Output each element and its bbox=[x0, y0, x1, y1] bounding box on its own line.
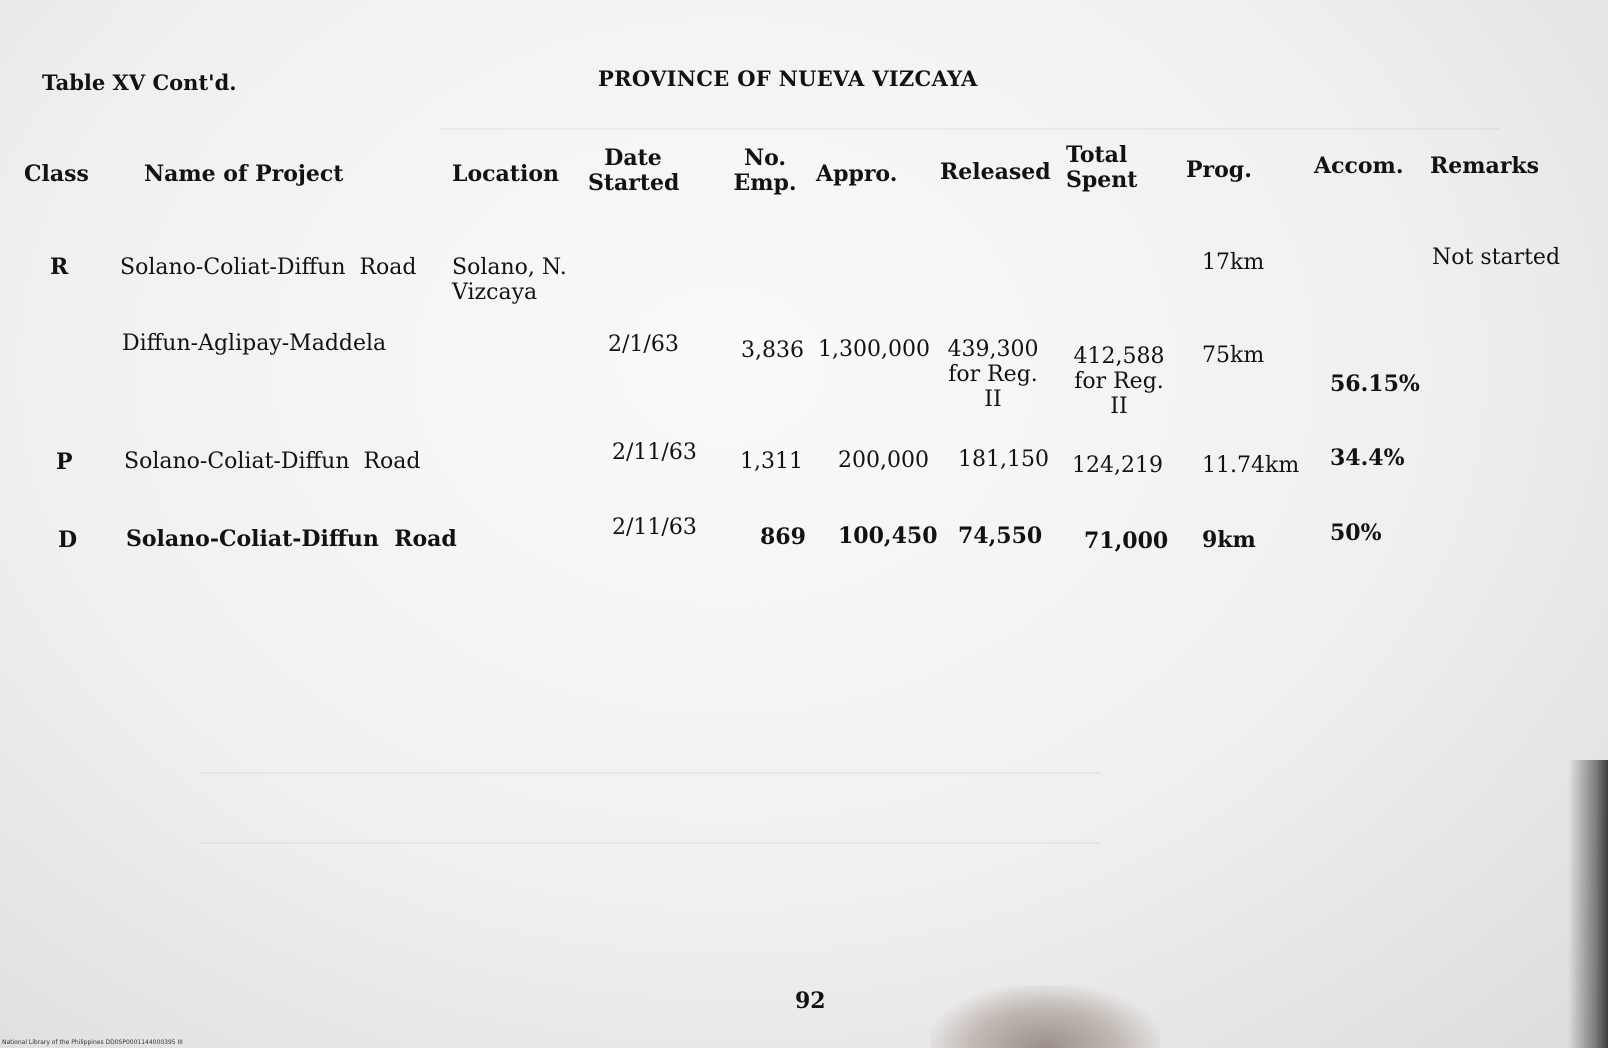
row-prog: 11.74km bbox=[1202, 453, 1300, 478]
header-date-started-line-1: Date bbox=[604, 145, 662, 171]
row-total-spent-line-2: for Reg. bbox=[1074, 369, 1164, 394]
header-no-emp-line-2: Emp. bbox=[733, 170, 797, 196]
row-location bbox=[452, 255, 567, 305]
scanner-thumb-shadow bbox=[930, 985, 1160, 1048]
row-accom: 50% bbox=[1330, 520, 1382, 546]
row-date-started: 2/1/63 bbox=[608, 332, 679, 357]
header-name-of-project: Name of Project bbox=[144, 161, 344, 187]
row-no-emp: 3,836 bbox=[741, 338, 804, 363]
row-project-name: Solano-Coliat-Diffun Road bbox=[120, 255, 417, 280]
header-total-spent bbox=[1066, 143, 1137, 193]
page-number: 92 bbox=[795, 988, 826, 1014]
row-prog: 75km bbox=[1202, 343, 1265, 368]
row-class: P bbox=[56, 449, 73, 475]
row-total-spent bbox=[1064, 344, 1174, 419]
row-total-spent: 71,000 bbox=[1084, 528, 1169, 554]
row-appro: 100,450 bbox=[838, 523, 938, 549]
row-released: 74,550 bbox=[958, 523, 1043, 549]
row-class: D bbox=[58, 527, 78, 553]
bleed-through-line bbox=[200, 842, 1100, 844]
page-title: PROVINCE OF NUEVA VIZCAYA bbox=[598, 66, 978, 91]
header-date-started-line-2: Started bbox=[588, 170, 680, 196]
row-released-line-1: 439,300 bbox=[947, 337, 1039, 362]
row-released: 181,150 bbox=[958, 447, 1049, 472]
header-date-started bbox=[588, 146, 678, 196]
row-prog: 17km bbox=[1202, 250, 1265, 275]
row-total-spent-line-1: 412,588 bbox=[1073, 344, 1165, 369]
header-remarks: Remarks bbox=[1430, 153, 1540, 179]
row-total-spent-line-3: II bbox=[1110, 394, 1128, 419]
row-project-name: Diffun-Aglipay-Maddela bbox=[122, 331, 387, 356]
row-accom: 56.15% bbox=[1330, 371, 1420, 397]
table-label: Table XV Cont'd. bbox=[42, 70, 237, 95]
row-released-line-2: for Reg. bbox=[948, 362, 1038, 387]
row-date-started: 2/11/63 bbox=[612, 515, 697, 540]
header-prog: Prog. bbox=[1186, 157, 1252, 183]
row-project-name: Solano-Coliat-Diffun Road bbox=[126, 526, 457, 552]
bleed-through-line bbox=[440, 128, 1500, 130]
header-total-spent-line-2: Spent bbox=[1066, 167, 1138, 193]
bleed-through-line bbox=[200, 772, 1100, 774]
row-class: R bbox=[50, 254, 69, 280]
scan-credit: National Library of the Philippines DD0SP0001144000395 III bbox=[2, 1039, 183, 1046]
header-released: Released bbox=[940, 159, 1051, 185]
header-appro: Appro. bbox=[816, 161, 898, 187]
header-no-emp-line-1: No. bbox=[743, 145, 787, 171]
header-location: Location bbox=[452, 161, 559, 187]
header-class: Class bbox=[24, 161, 89, 187]
row-location-line-1: Solano, N. bbox=[452, 255, 567, 280]
row-accom: 34.4% bbox=[1330, 445, 1405, 471]
row-total-spent: 124,219 bbox=[1072, 453, 1163, 478]
row-no-emp: 1,311 bbox=[740, 449, 803, 474]
row-project-name: Solano-Coliat-Diffun Road bbox=[124, 449, 421, 474]
row-location-line-2: Vizcaya bbox=[452, 280, 538, 305]
row-released-line-3: II bbox=[984, 387, 1002, 412]
row-prog: 9km bbox=[1202, 527, 1256, 553]
header-total-spent-line-1: Total bbox=[1066, 142, 1128, 168]
row-no-emp: 869 bbox=[760, 524, 806, 550]
row-appro: 1,300,000 bbox=[818, 337, 930, 362]
row-remarks: Not started bbox=[1432, 245, 1561, 270]
header-no-emp bbox=[726, 146, 804, 196]
row-date-started: 2/11/63 bbox=[612, 440, 697, 465]
page-edge-shadow bbox=[1568, 760, 1608, 1048]
row-released bbox=[938, 337, 1048, 412]
row-appro: 200,000 bbox=[838, 448, 929, 473]
header-accom: Accom. bbox=[1314, 153, 1404, 179]
